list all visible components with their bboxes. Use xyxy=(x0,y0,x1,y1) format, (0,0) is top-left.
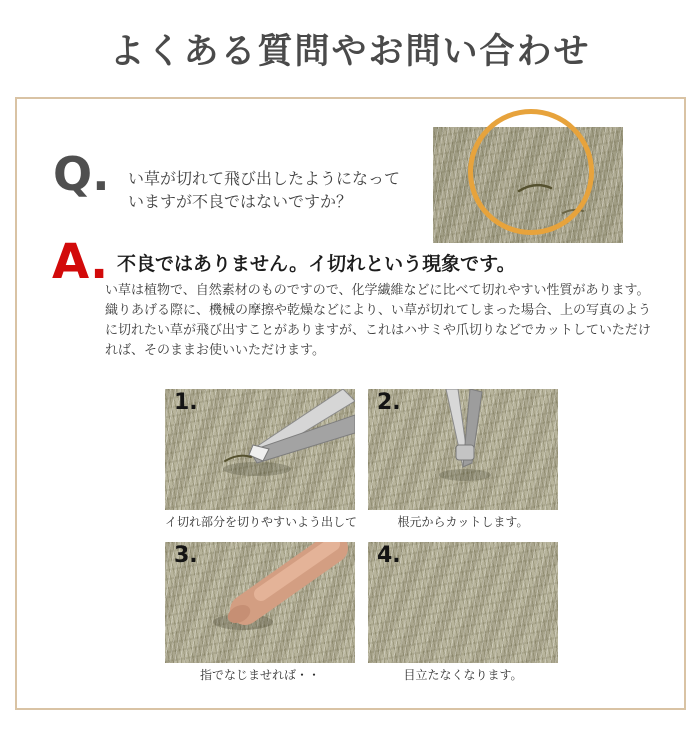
question-text-line-2: いますが不良ではないですか？ xyxy=(128,192,353,211)
answer-body xyxy=(105,281,651,361)
question-label: Q. xyxy=(53,147,110,201)
answer-body-line: れば、そのままお使いいただけます。 xyxy=(105,343,325,358)
step-caption: 指でなじませれば・・ xyxy=(199,668,320,682)
answer-headline: 不良ではありません。イ切れという現象です。 xyxy=(117,253,516,275)
question-text xyxy=(128,167,400,213)
question-text-line-1: い草が切れて飛び出したようになって xyxy=(128,169,401,188)
answer-body-line: に切れたい草が飛び出すことがありますが、これはハサミや爪切りなどでカットしていただけ xyxy=(105,323,651,338)
answer-body-line: 織りあげる際に、機械の摩擦や乾燥などにより、い草が切れてしまった場合、上の写真のよう xyxy=(105,303,652,318)
answer-body-line: い草は植物で、自然素材のものですので、化学繊維などに比べて切れやすい性質があります。 xyxy=(105,283,650,298)
step-caption: 目立たなくなります。 xyxy=(403,668,523,682)
highlight-circle-icon xyxy=(468,109,594,235)
step-number: 4. xyxy=(377,543,401,568)
step-caption: イ切れ部分を切りやすいよう出して xyxy=(165,515,358,529)
step-number: 1. xyxy=(174,390,198,415)
step-number: 2. xyxy=(377,390,401,415)
step-photo-1 xyxy=(165,389,355,510)
step-photo-3 xyxy=(165,542,355,663)
page-title: よくある質問やお問い合わせ xyxy=(109,31,591,72)
faq-box xyxy=(15,97,686,710)
step-photo-4 xyxy=(368,542,558,663)
step-photo-2 xyxy=(368,389,558,510)
step-number: 3. xyxy=(174,543,198,568)
answer-label: A. xyxy=(52,234,109,290)
step-caption: 根元からカットします。 xyxy=(397,515,529,529)
